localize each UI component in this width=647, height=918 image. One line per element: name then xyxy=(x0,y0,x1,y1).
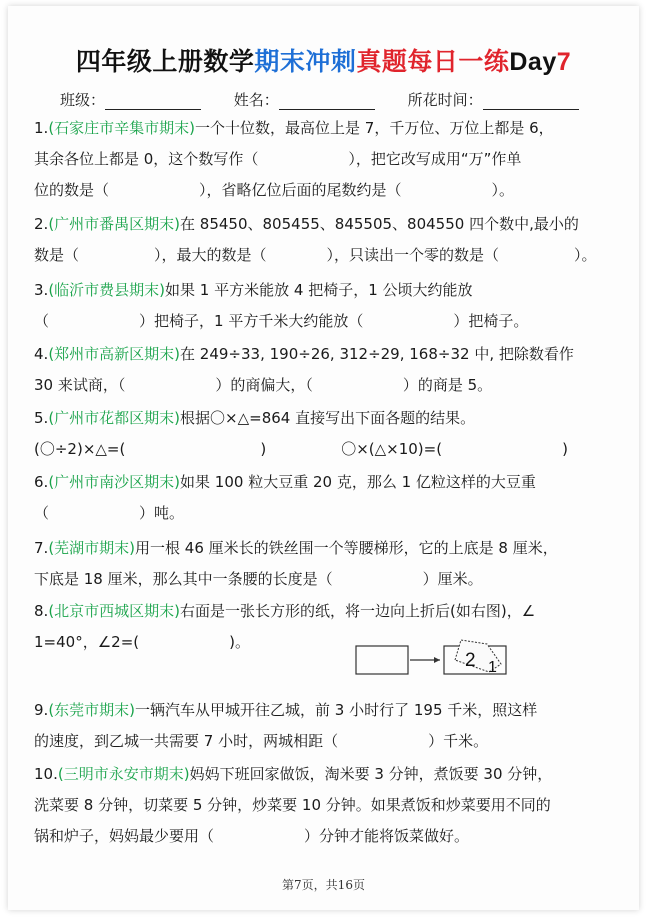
question-number: 8. xyxy=(34,602,49,620)
question-text: 其余各位上都是 0，这个数写作（ ），把它改写成用“万”作单 xyxy=(34,150,522,168)
question-text: 1=40°，∠2=( )。 xyxy=(34,633,250,651)
folded-paper-figure xyxy=(355,638,510,678)
question-text: 一个十位数，最高位上是 7，千万位、万位上都是 6， xyxy=(195,119,554,137)
question-number: 5. xyxy=(34,409,49,427)
time-label: 所花时间： xyxy=(407,91,483,109)
original-rectangle xyxy=(356,646,408,674)
question-text: 洗菜要 8 分钟，切菜要 5 分钟，炒菜要 10 分钟。如果煮饭和炒菜要用不同的 xyxy=(34,796,551,814)
question-number: 6. xyxy=(34,473,49,491)
question-source: (广州市南沙区期末) xyxy=(48,473,181,491)
question-number: 7. xyxy=(34,539,49,557)
question-text: 数是（ ），最大的数是（ ），只读出一个零的数是（ ）。 xyxy=(34,246,597,264)
angle-1-label: 1 xyxy=(488,659,497,676)
question-source: (广州市番禺区期末) xyxy=(48,215,181,233)
question-number: 1. xyxy=(34,119,49,137)
question-1 xyxy=(34,113,624,206)
question-text: 锅和炉子，妈妈最少要用（ ）分钟才能将饭菜做好。 xyxy=(34,827,470,845)
question-8 xyxy=(34,596,624,658)
title-part-grade: 四年级上册数学 xyxy=(75,47,255,76)
question-text: 位的数是（ ），省略亿位后面的尾数约是（ ）。 xyxy=(34,181,515,199)
arrow-head xyxy=(434,657,440,663)
class-label: 班级： xyxy=(60,91,106,109)
question-text: 用一根 46 厘米长的铁丝围一个等腰梯形，它的上底是 8 厘米， xyxy=(135,539,558,557)
question-5 xyxy=(34,403,624,465)
question-source: (东莞市期末) xyxy=(48,701,136,719)
question-text: 如果 1 平方米能放 4 把椅子，1 公顷大约能放 xyxy=(165,281,473,299)
question-2 xyxy=(34,209,624,271)
question-text: 在 249÷33, 190÷26, 312÷29, 168÷32 中, 把除数看作 xyxy=(180,345,574,363)
title-part-final: 期末冲刺 xyxy=(254,47,357,76)
question-text: 根据〇×△=864 直接写出下面各题的结果。 xyxy=(180,409,476,427)
question-source: (石家庄市辛集市期末) xyxy=(48,119,196,137)
question-text: 的速度，到乙城一共需要 7 小时，两城相距（ ）千米。 xyxy=(34,732,489,750)
class-blank xyxy=(105,95,201,110)
question-text: 如果 100 粒大豆重 20 克，那么 1 亿粒这样的大豆重 xyxy=(180,473,536,491)
question-text: 妈妈下班回家做饭，淘米要 3 分钟，煮饭要 30 分钟， xyxy=(189,765,553,783)
page-footer: 第7页，共16页 xyxy=(282,878,365,892)
question-text: 下底是 18 厘米，那么其中一条腰的长度是（ ）厘米。 xyxy=(34,570,483,588)
page-title xyxy=(0,42,647,78)
question-source: (北京市西城区期末) xyxy=(48,602,181,620)
question-number: 10. xyxy=(34,765,58,783)
question-source: (芜湖市期末) xyxy=(48,539,136,557)
angle-2-label: 2 xyxy=(465,650,476,671)
question-source: (三明市永安市期末) xyxy=(57,765,190,783)
question-text: 30 来试商，（ ）的商偏大，（ ）的商是 5。 xyxy=(34,376,493,394)
question-source: (广州市花都区期末) xyxy=(48,409,181,427)
title-part-day: Day xyxy=(509,48,557,76)
question-7 xyxy=(34,533,624,595)
question-9 xyxy=(34,695,624,757)
question-text: (〇÷2)×△=( ) 〇×(△×10)=( ) xyxy=(34,440,568,458)
question-text: 一辆汽车从甲城开往乙城，前 3 小时行了 195 千米，照这样 xyxy=(135,701,538,719)
question-number: 2. xyxy=(34,215,49,233)
name-label: 姓名： xyxy=(233,91,279,109)
question-6 xyxy=(34,467,624,529)
question-text: 右面是一张长方形的纸，将一边向上折后(如右图)，∠ xyxy=(180,602,536,620)
question-10 xyxy=(34,759,624,852)
question-source: (郑州市高新区期末) xyxy=(48,345,181,363)
question-text: （ ）把椅子，1 平方千米大约能放（ ）把椅子。 xyxy=(34,312,529,330)
question-4 xyxy=(34,339,624,401)
title-part-daily: 真题每日一练 xyxy=(356,47,510,76)
question-text: （ ）吨。 xyxy=(34,504,185,522)
time-blank xyxy=(483,95,579,110)
question-number: 4. xyxy=(34,345,49,363)
question-number: 3. xyxy=(34,281,49,299)
title-part-number: 7 xyxy=(556,48,572,76)
question-text: 在 85450、805455、845505、804550 四个数中,最小的 xyxy=(180,215,579,233)
name-blank xyxy=(279,95,375,110)
question-3 xyxy=(34,275,624,337)
question-number: 9. xyxy=(34,701,49,719)
student-info-row xyxy=(60,89,620,110)
question-source: (临沂市费县期末) xyxy=(48,281,166,299)
